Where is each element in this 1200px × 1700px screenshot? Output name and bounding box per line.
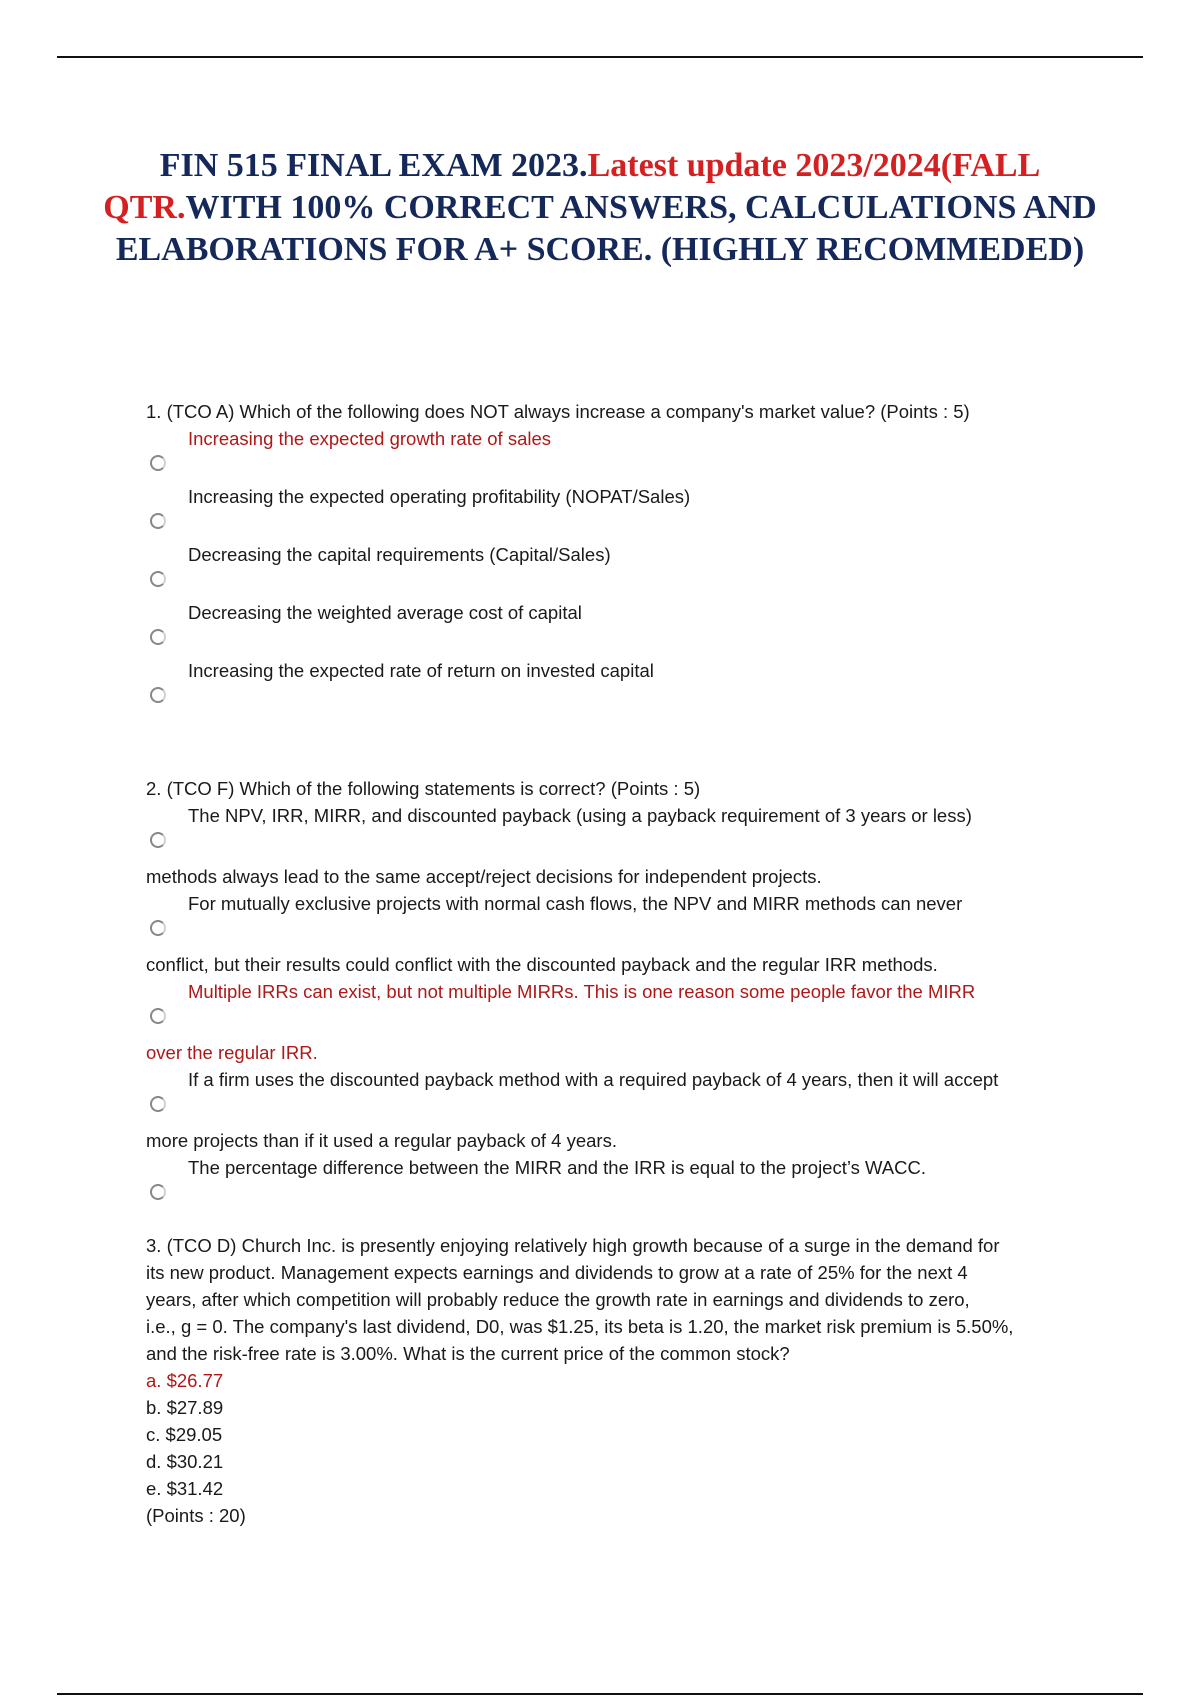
q2-option-a[interactable] xyxy=(146,802,1106,890)
radio-button-icon[interactable] xyxy=(150,1096,166,1112)
q3-answer-c: c. $29.05 xyxy=(146,1424,223,1445)
q1-option-b[interactable] xyxy=(146,483,1106,541)
question-1 xyxy=(146,398,1106,715)
radio-button-icon[interactable] xyxy=(150,571,166,587)
question-3-line-4: i.e., g = 0. The company's last dividend, D0, was $1.25, its beta is 1.20, the market risk premium is 5.50%, xyxy=(146,1316,1014,1337)
q2-option-e-line-1: The percentage difference between the MIRR and the IRR is equal to the project’s WACC. xyxy=(188,1157,926,1178)
q2-option-d-line-2: more projects than if it used a regular payback of 4 years. xyxy=(146,1130,617,1151)
question-2 xyxy=(146,775,1106,1215)
title-part-3: WITH 100% CORRECT ANSWERS, CALCULATIONS AND ELABORATIONS FOR A+ SCORE. (HIGHLY RECOMMEDED) xyxy=(115,189,1097,268)
q2-option-d-line-1: If a firm uses the discounted payback method with a required payback of 4 years, then it will accept xyxy=(188,1069,999,1090)
q1-option-c-label: Decreasing the capital requirements (Capital/Sales) xyxy=(188,544,611,565)
title-part-2: Latest update 2023/2024(FALL QTR. xyxy=(103,147,1041,226)
q1-option-d[interactable] xyxy=(146,599,1106,657)
question-3-line-3: years, after which competition will probably reduce the growth rate in earnings and dividends to zero, xyxy=(146,1289,970,1310)
q2-option-e[interactable] xyxy=(146,1154,1106,1215)
q1-option-b-label: Increasing the expected operating profitability (NOPAT/Sales) xyxy=(188,486,691,507)
radio-button-icon[interactable] xyxy=(150,1184,166,1200)
q1-option-d-label: Decreasing the weighted average cost of capital xyxy=(188,602,582,623)
question-3-line-1: 3. (TCO D) Church Inc. is presently enjoying relatively high growth because of a surge in the demand for xyxy=(146,1235,1000,1256)
q2-option-b-line-2: conflict, but their results could conflict with the discounted payback and the regular IRR methods. xyxy=(146,954,938,975)
radio-button-icon[interactable] xyxy=(150,687,166,703)
radio-button-icon[interactable] xyxy=(150,455,166,471)
q1-option-e[interactable] xyxy=(146,657,1106,715)
radio-button-icon[interactable] xyxy=(150,832,166,848)
question-3 xyxy=(146,1232,1106,1529)
q3-points: (Points : 20) xyxy=(146,1505,246,1526)
q2-option-a-line-2: methods always lead to the same accept/reject decisions for independent projects. xyxy=(146,866,822,887)
q2-option-a-line-1: The NPV, IRR, MIRR, and discounted payback (using a payback requirement of 3 years or less) xyxy=(188,805,972,826)
radio-button-icon[interactable] xyxy=(150,513,166,529)
q2-option-c-line-1: Multiple IRRs can exist, but not multiple MIRRs. This is one reason some people favor the MIRR xyxy=(188,981,976,1002)
q2-option-b-line-1: For mutually exclusive projects with normal cash flows, the NPV and MIRR methods can never xyxy=(188,893,963,914)
question-3-line-2: its new product. Management expects earnings and dividends to grow at a rate of 25% for the next 4 xyxy=(146,1262,968,1283)
q2-option-b[interactable] xyxy=(146,890,1106,978)
bottom-rule xyxy=(57,1693,1143,1695)
q3-answer-e: e. $31.42 xyxy=(146,1478,224,1499)
radio-button-icon[interactable] xyxy=(150,1008,166,1024)
q1-option-c[interactable] xyxy=(146,541,1106,599)
title-part-1: FIN 515 FINAL EXAM 2023. xyxy=(159,147,588,184)
q2-option-d[interactable] xyxy=(146,1066,1106,1154)
radio-button-icon[interactable] xyxy=(150,920,166,936)
top-rule xyxy=(57,56,1143,58)
q3-answer-a: a. $26.77 xyxy=(146,1370,224,1391)
question-1-text: 1. (TCO A) Which of the following does NOT always increase a company's market value? (Points : 5) xyxy=(146,401,970,422)
q1-option-a-label: Increasing the expected growth rate of sales xyxy=(188,428,552,449)
q2-option-c[interactable] xyxy=(146,978,1106,1066)
q2-option-c-line-2: over the regular IRR. xyxy=(146,1042,318,1063)
question-2-text: 2. (TCO F) Which of the following statements is correct? (Points : 5) xyxy=(146,778,701,799)
q3-answer-d: d. $30.21 xyxy=(146,1451,224,1472)
question-3-line-5: and the risk-free rate is 3.00%. What is the current price of the common stock? xyxy=(146,1343,790,1364)
q1-option-a[interactable] xyxy=(146,425,1106,483)
q3-answer-b: b. $27.89 xyxy=(146,1397,224,1418)
document-title xyxy=(100,145,1100,271)
radio-button-icon[interactable] xyxy=(150,629,166,645)
q1-option-e-label: Increasing the expected rate of return on invested capital xyxy=(188,660,654,681)
